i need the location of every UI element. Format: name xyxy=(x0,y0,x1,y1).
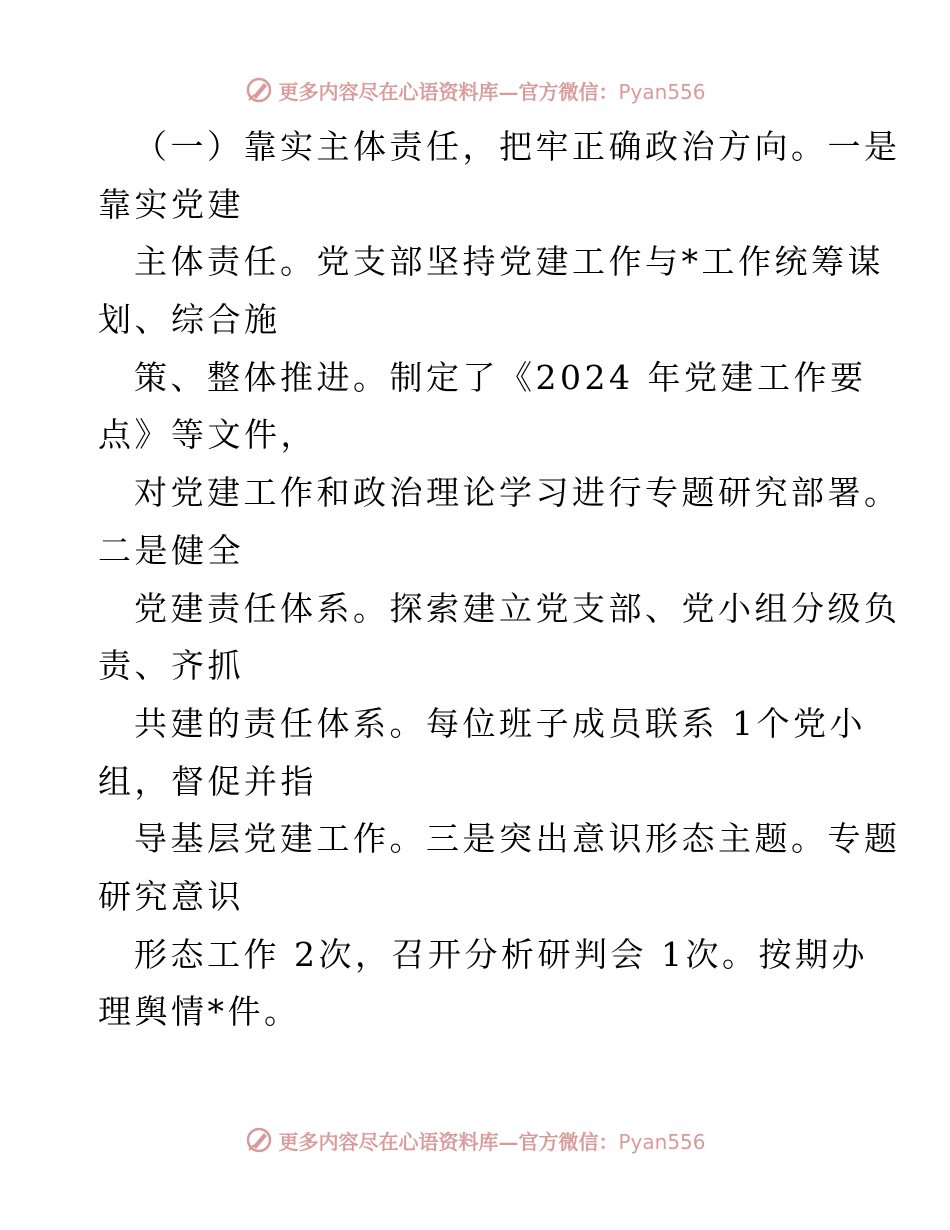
watermark-group xyxy=(244,75,705,105)
watermark-dash-text: —官方微信： xyxy=(498,79,619,104)
pen-nib-circle-icon xyxy=(244,75,274,105)
watermark-main-text: 更多内容尽在心语资料库 xyxy=(278,1129,499,1154)
body-line: 共建的责任体系。每位班子成员联系 1个党小 xyxy=(134,703,866,743)
body-line: 策、整体推进。制定了《2024 年党建工作要 xyxy=(134,357,867,397)
body-line: 组，督促并指 xyxy=(98,761,317,801)
body-line: 靠实党建 xyxy=(98,184,244,224)
body-line: 党建责任体系。探索建立党支部、党小组分级负 xyxy=(134,588,901,628)
body-line: 划、综合施 xyxy=(98,300,281,340)
watermark-id-text: Pyan556 xyxy=(618,1129,706,1154)
body-line: （一）靠实主体责任，把牢正确政治方向。一是 xyxy=(134,127,901,166)
document-body xyxy=(98,118,901,1041)
body-line: 点》等文件， xyxy=(98,415,317,455)
body-line: 责、齐抓 xyxy=(98,646,244,686)
watermark-text xyxy=(278,76,705,105)
body-line: 二是健全 xyxy=(98,530,244,570)
body-line: 研究意识 xyxy=(98,876,244,916)
body-line: 形态工作 2次，召开分析研判会 1次。按期办 xyxy=(134,934,868,974)
pen-nib-circle-icon xyxy=(244,1125,274,1155)
footer-watermark xyxy=(0,1122,950,1158)
watermark-main-text: 更多内容尽在心语资料库 xyxy=(278,79,499,104)
body-line: 主体责任。党支部坚持党建工作与*工作统筹谋 xyxy=(134,242,884,282)
header-watermark xyxy=(0,72,950,108)
body-line: 对党建工作和政治理论学习进行专题研究部署。 xyxy=(134,473,901,513)
watermark-text xyxy=(278,1126,705,1155)
body-line: 理舆情*件。 xyxy=(98,992,301,1032)
watermark-dash-text: —官方微信： xyxy=(498,1129,619,1154)
body-line: 导基层党建工作。三是突出意识形态主题。专题 xyxy=(134,819,901,859)
watermark-id-text: Pyan556 xyxy=(618,79,706,104)
watermark-group xyxy=(244,1125,705,1155)
